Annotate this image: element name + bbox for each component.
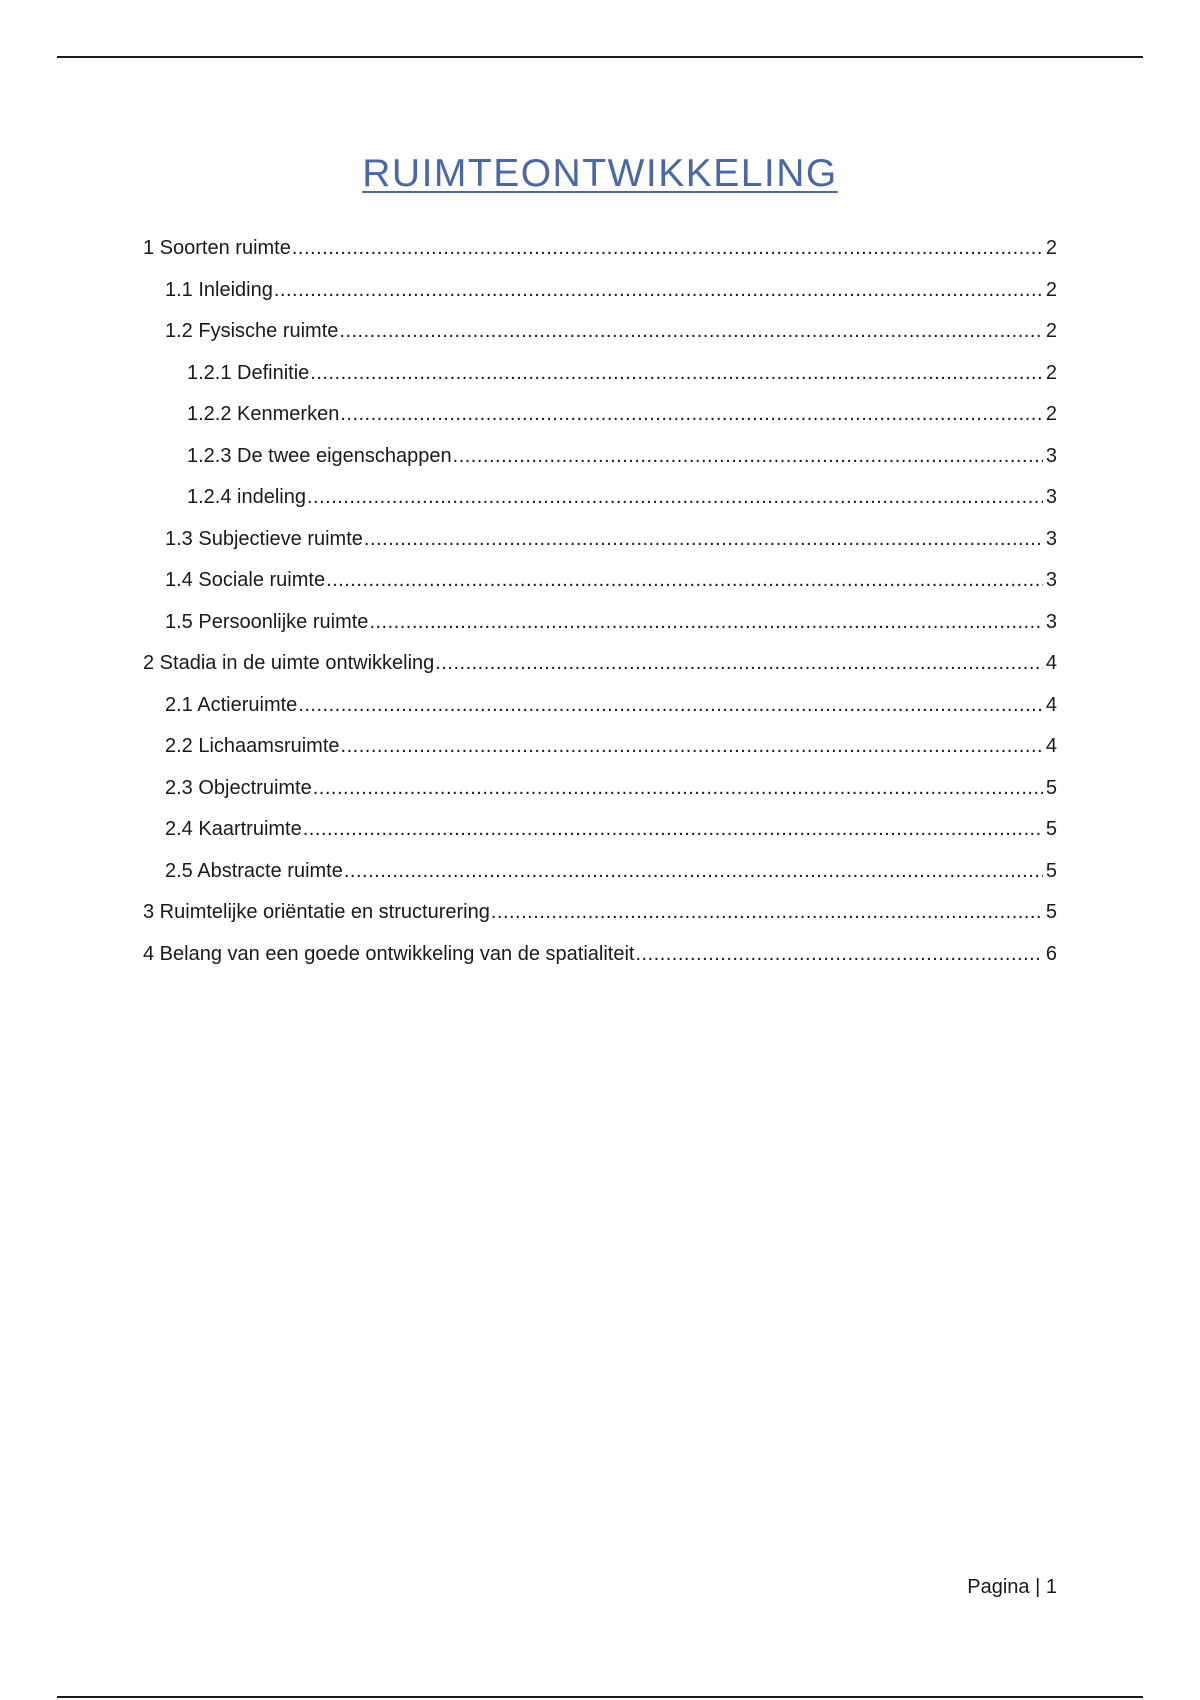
- toc-entry-page: 3: [1045, 569, 1057, 591]
- toc-entry-label: 2.3 Objectruimte: [165, 776, 312, 799]
- toc-entry-page: 5: [1045, 776, 1057, 799]
- toc-entry-page: 3: [1045, 527, 1057, 550]
- toc-entry-page: 3: [1045, 486, 1057, 508]
- toc-entry-label: 2 Stadia in de uimte ontwikkeling: [143, 652, 435, 674]
- toc-entry[interactable]: [143, 892, 1057, 934]
- toc-entry[interactable]: [143, 228, 1057, 270]
- toc-entry-label: 4 Belang van een goede ontwikkeling van de spatialiteit: [143, 942, 635, 965]
- toc-entry-label: 1.2.3 De twee eigenschappen: [187, 444, 452, 467]
- header-rule: [57, 56, 1143, 58]
- toc-dot-leader: [344, 851, 1043, 893]
- toc-entry-label: 1.2.2 Kenmerken: [187, 403, 340, 425]
- page-footer: Pagina | 1: [967, 1576, 1057, 1598]
- toc-entry-label: 2.1 Actieruimte: [165, 693, 298, 716]
- toc-entry-page: 5: [1045, 818, 1057, 840]
- toc-dot-leader: [340, 394, 1043, 436]
- toc-entry[interactable]: [143, 851, 1057, 893]
- toc-entry[interactable]: [143, 436, 1057, 478]
- document-title: RUIMTEONTWIKKELING: [362, 152, 838, 195]
- toc-dot-leader: [326, 560, 1043, 602]
- toc-entry-label: 1.3 Subjectieve ruimte: [165, 527, 363, 550]
- toc-dot-leader: [303, 809, 1043, 851]
- toc-entry-label: 1.2.4 indeling: [187, 486, 306, 508]
- toc-entry[interactable]: [143, 477, 1057, 519]
- toc-entry-page: 4: [1045, 735, 1057, 757]
- toc-entry-label: 1.4 Sociale ruimte: [165, 569, 326, 591]
- toc-dot-leader: [310, 353, 1043, 395]
- toc-entry[interactable]: [143, 560, 1057, 602]
- table-of-contents: [143, 228, 1057, 975]
- toc-entry-page: 2: [1045, 278, 1057, 301]
- toc-entry-page: 2: [1045, 237, 1057, 259]
- toc-entry[interactable]: [143, 685, 1057, 727]
- toc-dot-leader: [435, 643, 1043, 685]
- toc-entry[interactable]: [143, 519, 1057, 561]
- toc-entry-page: 3: [1045, 444, 1057, 467]
- toc-entry-page: 2: [1045, 361, 1057, 384]
- toc-dot-leader: [274, 270, 1043, 312]
- toc-entry-page: 6: [1045, 942, 1057, 965]
- toc-entry-page: 5: [1045, 901, 1057, 923]
- toc-entry-page: 2: [1045, 320, 1057, 342]
- toc-entry-page: 3: [1045, 610, 1057, 633]
- toc-entry-label: 2.5 Abstracte ruimte: [165, 859, 343, 882]
- toc-entry-label: 1.2.1 Definitie: [187, 361, 310, 384]
- toc-entry-label: 3 Ruimtelijke oriëntatie en structurering: [143, 901, 490, 923]
- toc-dot-leader: [298, 685, 1043, 727]
- toc-entry-label: 1.1 Inleiding: [165, 278, 273, 301]
- toc-entry-page: 5: [1045, 859, 1057, 882]
- toc-dot-leader: [491, 892, 1043, 934]
- toc-entry[interactable]: [143, 726, 1057, 768]
- toc-dot-leader: [369, 602, 1043, 644]
- toc-dot-leader: [339, 311, 1043, 353]
- toc-dot-leader: [453, 436, 1043, 478]
- toc-entry-label: 2.2 Lichaamsruimte: [165, 735, 340, 757]
- toc-entry[interactable]: [143, 643, 1057, 685]
- toc-entry[interactable]: [143, 602, 1057, 644]
- toc-dot-leader: [307, 477, 1043, 519]
- toc-entry-page: 4: [1045, 693, 1057, 716]
- toc-entry-label: 1.2 Fysische ruimte: [165, 320, 339, 342]
- toc-entry[interactable]: [143, 353, 1057, 395]
- toc-entry-label: 1.5 Persoonlijke ruimte: [165, 610, 369, 633]
- toc-entry-label: 2.4 Kaartruimte: [165, 818, 302, 840]
- toc-entry[interactable]: [143, 270, 1057, 312]
- toc-dot-leader: [313, 768, 1043, 810]
- toc-entry[interactable]: [143, 394, 1057, 436]
- toc-dot-leader: [635, 934, 1043, 976]
- toc-dot-leader: [341, 726, 1043, 768]
- toc-dot-leader: [364, 519, 1043, 561]
- footer-rule: [57, 1696, 1143, 1698]
- toc-entry-page: 2: [1045, 403, 1057, 425]
- toc-dot-leader: [292, 228, 1043, 270]
- toc-entry-label: 1 Soorten ruimte: [143, 237, 291, 259]
- toc-entry[interactable]: [143, 809, 1057, 851]
- toc-entry[interactable]: [143, 311, 1057, 353]
- toc-entry-page: 4: [1045, 652, 1057, 674]
- toc-entry[interactable]: [143, 934, 1057, 976]
- toc-entry[interactable]: [143, 768, 1057, 810]
